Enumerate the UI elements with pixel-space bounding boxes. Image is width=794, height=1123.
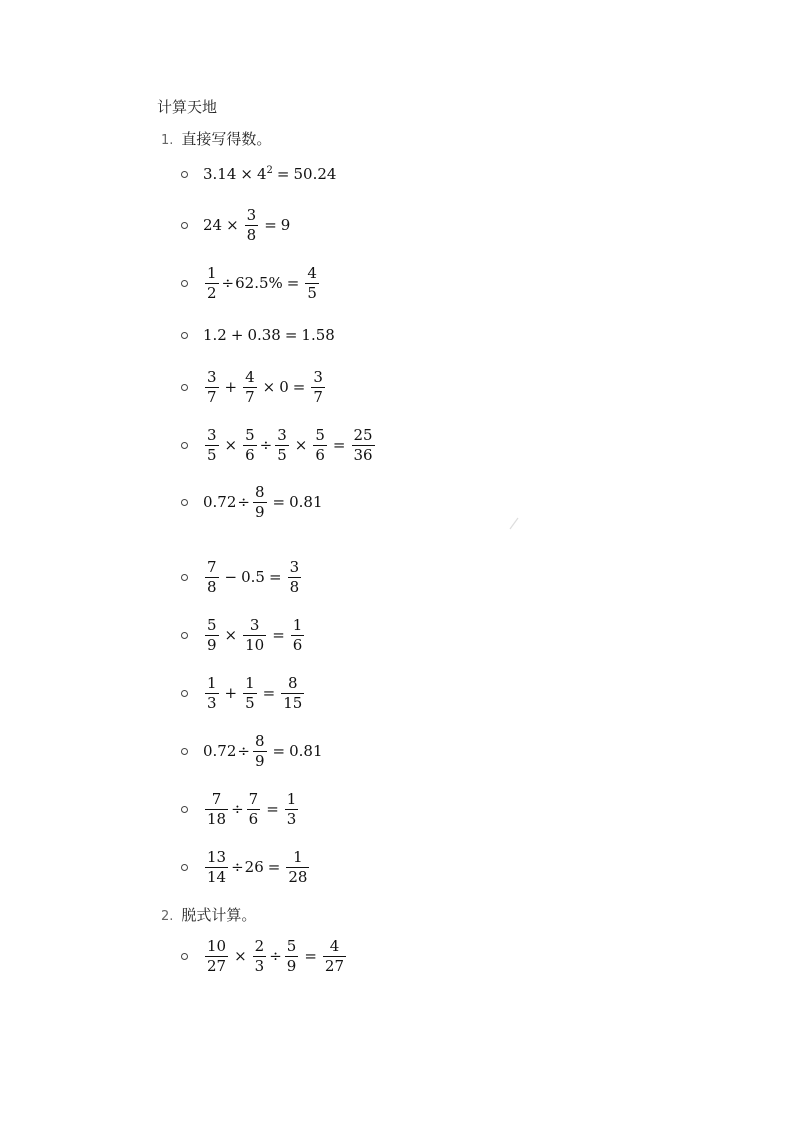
numerator: 1 <box>207 263 217 282</box>
denominator: 6 <box>248 809 259 828</box>
result-fraction <box>311 368 325 407</box>
numerator: 1 <box>293 847 303 866</box>
operand: 24 <box>203 216 223 234</box>
denominator: 7 <box>207 387 217 406</box>
operand: 0 <box>279 378 289 396</box>
denominator: 9 <box>254 502 265 521</box>
bullet-icon <box>181 806 188 813</box>
fraction <box>205 264 219 303</box>
numerator: 4 <box>329 936 340 955</box>
numerator: 8 <box>288 673 298 692</box>
bullet-icon <box>181 332 188 339</box>
operand: 4 <box>256 165 267 183</box>
equation-14-expression <box>203 935 348 977</box>
denominator: 8 <box>289 577 300 596</box>
numerator: 7 <box>211 789 222 808</box>
numerator: 7 <box>207 557 217 576</box>
page-title: 计算天地 <box>157 98 218 116</box>
denominator: 6 <box>315 445 325 464</box>
result-fraction <box>288 558 302 597</box>
numerator: 1 <box>286 789 297 808</box>
fraction <box>253 732 267 771</box>
numerator: 2 <box>254 936 265 955</box>
fraction <box>243 426 257 465</box>
fraction <box>245 206 259 245</box>
section-1-heading <box>161 129 271 151</box>
equation-13 <box>180 846 580 888</box>
numerator: 25 <box>353 425 373 444</box>
numerator: 8 <box>254 482 265 501</box>
fraction <box>205 558 219 597</box>
numerator: 3 <box>249 615 260 634</box>
numerator: 13 <box>207 847 227 866</box>
numerator: 5 <box>245 425 255 444</box>
equation-11 <box>180 730 580 772</box>
numerator: 10 <box>207 936 227 955</box>
equation-3-expression <box>203 262 321 304</box>
denominator: 3 <box>286 809 297 828</box>
equation-9 <box>180 614 580 656</box>
fraction <box>205 368 219 407</box>
equals-sign: = <box>286 274 300 292</box>
denominator: 7 <box>245 387 255 406</box>
operator: ÷ <box>269 947 282 965</box>
equals-sign: = <box>304 947 317 965</box>
fraction <box>275 426 289 465</box>
operator: ÷ <box>221 274 235 292</box>
equals-sign: = <box>268 568 282 586</box>
numerator: 4 <box>245 367 255 386</box>
equation-5-expression <box>203 366 327 408</box>
denominator: 6 <box>245 445 255 464</box>
operator: + <box>224 684 238 702</box>
exponent: 2 <box>266 164 273 176</box>
denominator: 6 <box>292 635 303 654</box>
denominator: 18 <box>207 809 227 828</box>
numerator: 3 <box>246 205 257 224</box>
numerator: 3 <box>277 425 287 444</box>
operand: 0.72 <box>203 493 237 511</box>
bullet-icon <box>181 280 188 287</box>
equals-sign: = <box>332 436 346 454</box>
denominator: 5 <box>245 693 255 712</box>
operator: ÷ <box>231 800 244 818</box>
denominator: 8 <box>207 577 217 596</box>
denominator: 27 <box>324 956 345 975</box>
fraction <box>313 426 327 465</box>
equation-3 <box>180 262 580 304</box>
result: 9 <box>280 216 291 234</box>
equals-sign: = <box>266 800 279 818</box>
operand: 1.2 <box>203 326 227 344</box>
fraction <box>243 368 257 407</box>
result: 1.58 <box>301 326 335 344</box>
bullet-icon <box>181 690 188 697</box>
section-2-label: 脱式计算。 <box>181 906 257 924</box>
bullet-icon <box>181 442 188 449</box>
denominator: 2 <box>207 283 217 302</box>
bullet-icon <box>181 748 188 755</box>
result: 50.24 <box>293 165 337 183</box>
equals-sign: = <box>276 165 290 183</box>
numerator: 5 <box>315 425 325 444</box>
fraction <box>205 674 219 713</box>
bullet-icon <box>181 953 188 960</box>
equation-14 <box>180 935 580 977</box>
numerator: 4 <box>307 263 317 282</box>
fraction <box>205 937 228 976</box>
numerator: 5 <box>207 615 217 634</box>
fraction <box>285 937 299 976</box>
fraction <box>205 848 228 887</box>
operator: × <box>234 947 247 965</box>
denominator: 5 <box>207 445 217 464</box>
denominator: 7 <box>313 387 323 406</box>
bullet-icon <box>181 222 188 229</box>
section-1-label: 直接写得数。 <box>181 130 272 148</box>
result-fraction <box>281 674 304 713</box>
operator: × <box>240 165 253 183</box>
fraction <box>243 674 257 713</box>
denominator: 8 <box>246 225 257 244</box>
denominator: 36 <box>353 445 373 464</box>
fraction <box>247 790 261 829</box>
numerator: 7 <box>248 789 259 808</box>
section-2-heading <box>161 905 256 927</box>
equation-2-expression <box>203 204 290 246</box>
denominator: 9 <box>286 956 297 975</box>
equals-sign: = <box>262 684 276 702</box>
fraction <box>205 616 219 655</box>
operator: × <box>224 436 238 454</box>
denominator: 9 <box>254 751 265 770</box>
result-fraction <box>305 264 319 303</box>
equation-5 <box>180 366 580 408</box>
operator: × <box>226 216 239 234</box>
equals-sign: = <box>272 493 286 511</box>
denominator: 5 <box>307 283 317 302</box>
bullet-icon <box>181 864 188 871</box>
equation-4-expression <box>203 314 335 356</box>
result-fraction <box>291 616 305 655</box>
equation-2 <box>180 204 580 246</box>
fraction <box>243 616 266 655</box>
scan-mark <box>509 516 519 530</box>
denominator: 28 <box>288 867 308 886</box>
denominator: 10 <box>245 635 265 654</box>
operand: 0.72 <box>203 742 237 760</box>
denominator: 27 <box>207 956 227 975</box>
equation-7 <box>180 481 580 523</box>
fraction <box>205 790 228 829</box>
equation-10-expression <box>203 672 306 714</box>
equals-sign: = <box>264 216 277 234</box>
result: 0.81 <box>289 742 323 760</box>
numerator: 3 <box>313 367 323 386</box>
section-1-number: 1. <box>161 133 174 148</box>
equals-sign: = <box>284 326 298 344</box>
denominator: 5 <box>277 445 287 464</box>
equation-8-expression <box>203 556 303 598</box>
equation-4 <box>180 314 580 356</box>
equation-12-expression <box>203 788 300 830</box>
equals-sign: = <box>272 626 285 644</box>
operand: 0.5 <box>241 568 265 586</box>
numerator: 3 <box>207 425 217 444</box>
numerator: 3 <box>207 367 217 386</box>
operand: 62.5% <box>235 274 283 292</box>
operator: ÷ <box>237 742 250 760</box>
operator: ÷ <box>231 858 244 876</box>
numerator: 1 <box>245 673 255 692</box>
equation-13-expression <box>203 846 311 888</box>
equals-sign: = <box>292 378 306 396</box>
operator: + <box>224 378 238 396</box>
equation-1 <box>180 153 580 195</box>
equals-sign: = <box>267 858 281 876</box>
equation-12 <box>180 788 580 830</box>
denominator: 9 <box>207 635 217 654</box>
numerator: 8 <box>254 731 265 750</box>
fraction <box>205 426 219 465</box>
operand: 26 <box>244 858 264 876</box>
equation-6-expression <box>203 424 377 466</box>
operator: + <box>230 326 244 344</box>
operator: × <box>224 626 238 644</box>
equals-sign: = <box>272 742 286 760</box>
fraction <box>253 937 267 976</box>
equation-6 <box>180 424 580 466</box>
result-fraction <box>352 426 375 465</box>
denominator: 14 <box>207 867 227 886</box>
numerator: 1 <box>207 673 217 692</box>
numerator: 5 <box>286 936 297 955</box>
operator: ÷ <box>237 493 250 511</box>
numerator: 3 <box>289 557 300 576</box>
equation-8 <box>180 556 580 598</box>
equation-11-expression <box>203 730 323 772</box>
equation-9-expression <box>203 614 306 656</box>
result-fraction <box>285 790 299 829</box>
bullet-icon <box>181 171 188 178</box>
operator: − <box>224 568 238 586</box>
operator: × <box>294 436 308 454</box>
result-fraction <box>286 848 309 887</box>
denominator: 3 <box>207 693 217 712</box>
operand: 3.14 <box>203 165 237 183</box>
section-2-number: 2. <box>161 909 174 924</box>
bullet-icon <box>181 384 188 391</box>
result: 0.81 <box>289 493 323 511</box>
operator: ÷ <box>259 436 273 454</box>
equation-10 <box>180 672 580 714</box>
bullet-icon <box>181 574 188 581</box>
operator: × <box>262 378 276 396</box>
fraction <box>253 483 267 522</box>
denominator: 3 <box>254 956 265 975</box>
bullet-icon <box>181 632 188 639</box>
equation-7-expression <box>203 481 323 523</box>
equation-1-expression <box>203 153 336 195</box>
operand: 0.38 <box>247 326 281 344</box>
denominator: 15 <box>283 693 303 712</box>
bullet-icon <box>181 499 188 506</box>
numerator: 1 <box>292 615 303 634</box>
result-fraction <box>323 937 346 976</box>
